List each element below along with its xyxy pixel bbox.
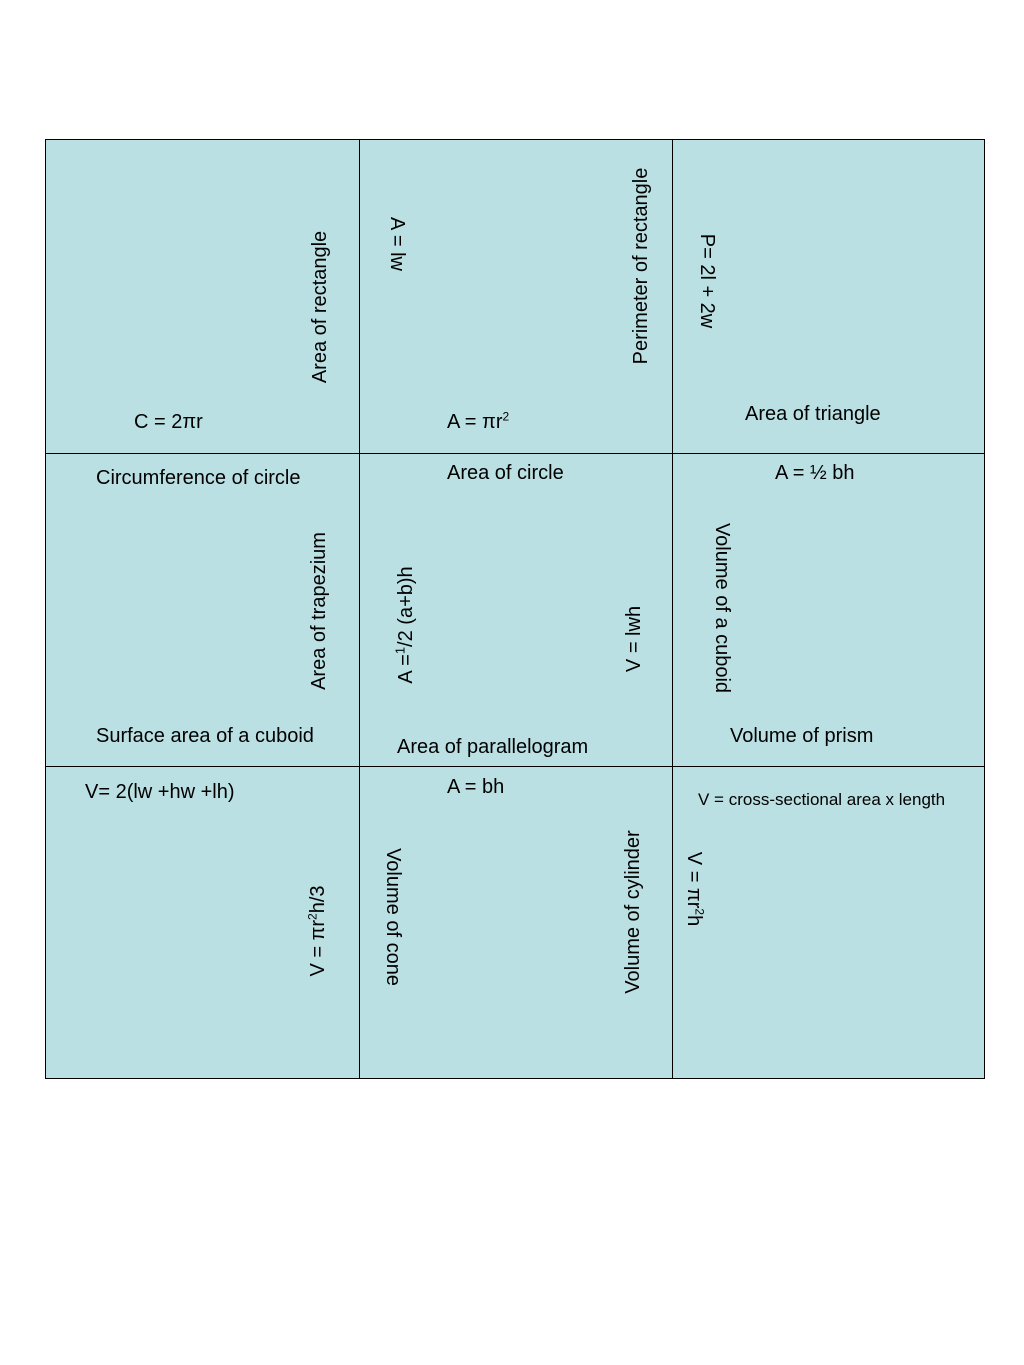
grid-divider-horizontal [46, 453, 984, 454]
area-circle-formula: $A = \pi r^2$ [447, 409, 510, 433]
area-of-parallelogram-label: Area of parallelogram [397, 736, 589, 758]
circumference-formula: C = 2πr [134, 411, 203, 433]
formula-card-grid [45, 139, 985, 1079]
area-triangle-formula: A = ½ bh [775, 462, 855, 484]
area-of-circle-label: Area of circle [447, 462, 564, 484]
grid-divider-vertical [672, 140, 673, 1078]
volume-prism-formula: V = cross-sectional area x length [698, 790, 946, 809]
area-of-triangle-label: Area of triangle [745, 403, 881, 425]
circumference-of-circle-label: Circumference of circle [96, 467, 301, 489]
surface-area-of-cuboid-label: Surface area of a cuboid [96, 725, 314, 747]
grid-divider-horizontal [46, 766, 984, 767]
grid-divider-vertical [359, 140, 360, 1078]
surface-area-cuboid-formula: V= 2(lw +hw +lh) [85, 781, 235, 803]
area-parallelogram-formula: A = bh [447, 776, 505, 798]
volume-of-prism-label: Volume of prism [730, 725, 874, 747]
